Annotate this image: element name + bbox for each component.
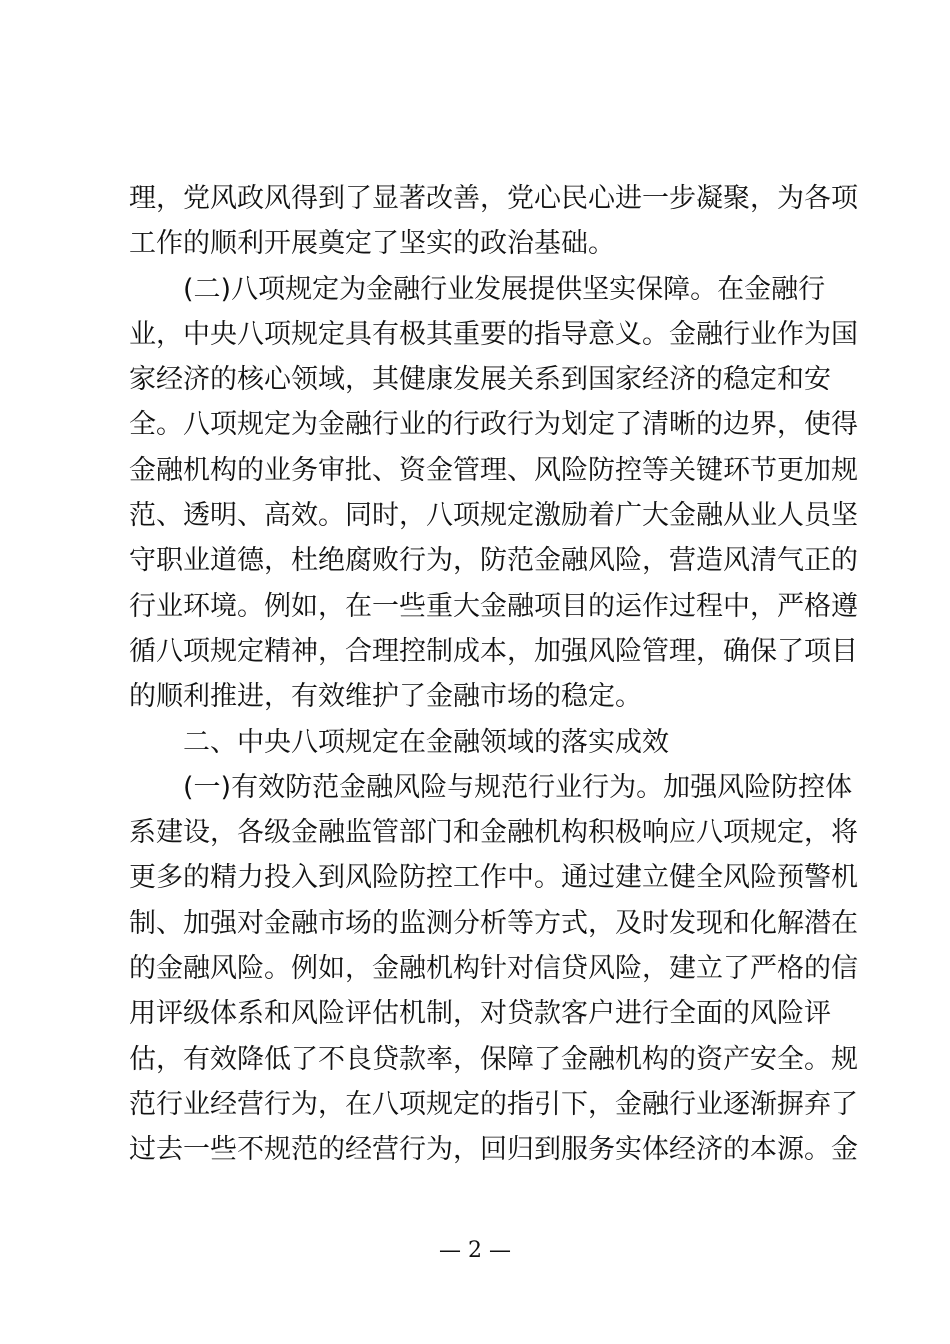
text-line-1: 理，党风政风得到了显著改善，党心民心进一步凝聚，为各项 [129, 183, 858, 214]
text-line-17: 制、加强对金融市场的监测分析等方式，及时发现和化解潜在 [129, 907, 858, 939]
text-line-16: 更多的精力投入到风险防控工作中。通过建立健全风险预警机 [129, 862, 858, 894]
section-heading: 二、中央八项规定在金融领域的落实成效 [129, 726, 669, 758]
text-line-10: 行业环境。例如，在一些重大金融项目的运作过程中，严格遵 [129, 590, 858, 622]
text-line-6: 全。八项规定为金融行业的行政行为划定了清晰的边界，使得 [129, 409, 858, 441]
text-line-5: 家经济的核心领域，其健康发展关系到国家经济的稳定和安 [129, 364, 831, 396]
text-line-11: 循八项规定精神，合理控制成本，加强风险管理，确保了项目 [129, 635, 858, 667]
text-line-2: 工作的顺利开展奠定了坚实的政治基础。 [129, 228, 615, 260]
text-line-3: (二)八项规定为金融行业发展提供坚实保障。在金融行 [129, 273, 826, 305]
page-number: — 2 — [439, 1238, 511, 1263]
text-line-18: 的金融风险。例如，金融机构针对信贷风险，建立了严格的信 [129, 953, 858, 985]
text-line-22: 过去一些不规范的经营行为，回归到服务实体经济的本源。金 [129, 1134, 858, 1166]
text-line-20: 估，有效降低了不良贷款率，保障了金融机构的资产安全。规 [129, 1043, 858, 1075]
text-line-9: 守职业道德，杜绝腐败行为，防范金融风险，营造风清气正的 [129, 545, 858, 577]
text-line-12: 的顺利推进，有效维护了金融市场的稳定。 [129, 681, 642, 713]
body-text [129, 176, 858, 1173]
text-line-21: 范行业经营行为，在八项规定的指引下，金融行业逐渐摒弃了 [129, 1088, 858, 1120]
text-line-8: 范、透明、高效。同时，八项规定激励着广大金融从业人员坚 [129, 500, 858, 532]
text-line-14: (一)有效防范金融风险与规范行业行为。加强风险防控体 [129, 771, 853, 803]
text-line-15: 系建设，各级金融监管部门和金融机构积极响应八项规定，将 [129, 817, 858, 849]
text-line-4: 业，中央八项规定具有极其重要的指导意义。金融行业作为国 [129, 318, 858, 350]
text-line-7: 金融机构的业务审批、资金管理、风险防控等关键环节更加规 [129, 454, 858, 486]
text-line-19: 用评级体系和风险评估机制，对贷款客户进行全面的风险评 [129, 998, 831, 1030]
